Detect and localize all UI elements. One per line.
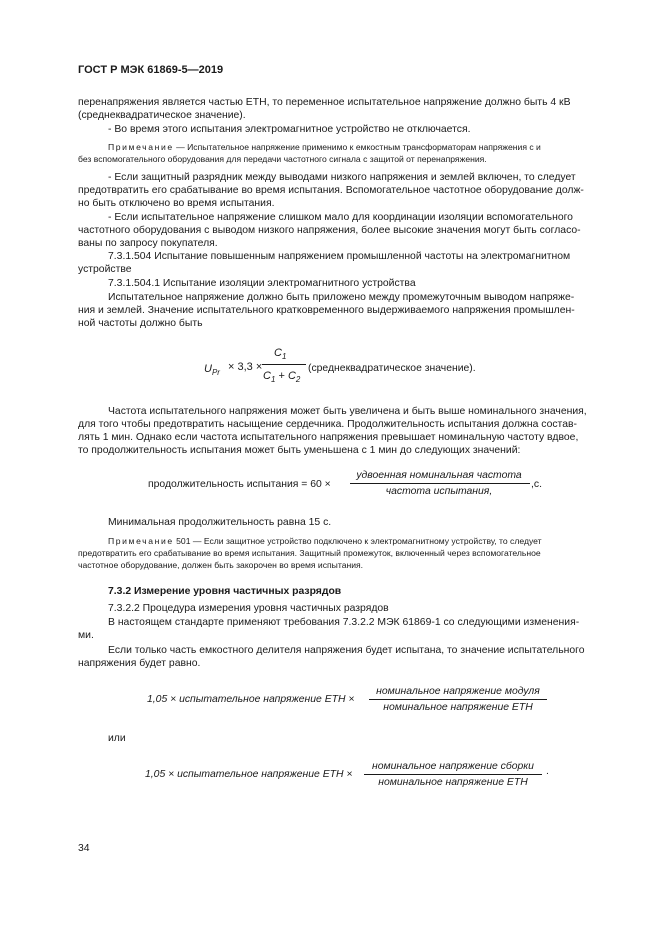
note-line: предотвратить его срабатывание во время испытания. Защитный промежуток, включенный через вспомогательное xyxy=(78,548,541,558)
paragraph-line: (среднеквадратическое значение). xyxy=(78,110,246,121)
clause-heading: устройстве xyxy=(78,264,132,275)
formula-lhs: 1,05 × испытательное напряжение ЕТН × xyxy=(145,769,353,780)
formula-denominator: частота испытания, xyxy=(385,486,493,497)
section-heading: 7.3.2 Измерение уровня частичных разрядов xyxy=(108,586,342,597)
paragraph-line: Если только часть емкостного делителя напряжения будет испытана, то значение испытательного xyxy=(108,645,585,656)
clause-heading: 7.3.1.504 Испытание повышенным напряжением промышленной частоты на электромагнитном xyxy=(108,251,571,262)
bullet-item: - Если испытательное напряжение слишком мало для координации изоляции вспомогательного xyxy=(108,212,573,223)
formula-lhs: $U_{Pr}$ xyxy=(204,363,220,378)
paragraph-line: перенапряжения является частью ЕТН, то переменное испытательное напряжение должно быть 4 кВ xyxy=(78,97,571,108)
note-line xyxy=(108,142,541,153)
formula-denominator: $C_1 + C_2$ xyxy=(263,370,301,385)
formula-numerator: удвоенная номинальная частота xyxy=(356,470,522,481)
paragraph-line: частотного оборудования с выводом низкого напряжения, более высокие значения могут быть согласо- xyxy=(78,225,581,236)
paragraph-line: ния и землей. Значение испытательного кратковременного выдерживаемого напряжения промышлен- xyxy=(78,305,575,316)
clause-heading: 7.3.1.504.1 Испытание изоляции электромагнитного устройства xyxy=(108,278,416,289)
formula-denominator: номинальное напряжение ЕТН xyxy=(383,702,533,713)
formula-suffix: (среднеквадратическое значение). xyxy=(308,363,476,374)
fraction-bar xyxy=(262,364,306,365)
formula-lhs: продолжительность испытания = 60 × xyxy=(148,479,331,490)
fraction-bar xyxy=(369,699,547,700)
bullet-item: - Во время этого испытания электромагнитное устройство не отключается. xyxy=(108,124,471,135)
paragraph-line: ваны по запросу покупателя. xyxy=(78,238,218,249)
note-text: 501 — Если защитное устройство подключено к электромагнитному устройству, то следует xyxy=(173,536,542,546)
paragraph-line: напряжения будет равно. xyxy=(78,658,201,669)
formula-suffix: ,с. xyxy=(531,479,542,490)
paragraph-line: для того чтобы предотвратить насыщение сердечника. Продолжительность испытания должна состав- xyxy=(78,419,577,430)
paragraph-line: лять 1 мин. Однако если частота испытательного напряжения превышает номинальную частоту вдвое, xyxy=(78,432,579,443)
paragraph-line: ми. xyxy=(78,630,94,641)
formula-multiplier: × 3,3 × xyxy=(228,361,263,373)
fraction-bar xyxy=(350,483,530,484)
formula-numerator: номинальное напряжение сборки xyxy=(372,761,534,772)
paragraph-line: ной частоты должно быть xyxy=(78,318,203,329)
page-number: 34 xyxy=(78,843,90,854)
page-header-title: ГОСТ Р МЭК 61869-5—2019 xyxy=(78,64,224,76)
note-text: — Испытательное напряжение применимо к емкостным трансформаторам напряжения с и xyxy=(173,142,541,152)
paragraph-line: Испытательное напряжение должно быть приложено между промежуточным выводом напряже- xyxy=(108,292,575,303)
formula-suffix: . xyxy=(546,766,549,777)
clause-heading: 7.3.2.2 Процедура измерения уровня частичных разрядов xyxy=(108,603,389,614)
paragraph-line: Частота испытательного напряжения может быть увеличена и быть выше номинального значения, xyxy=(108,406,587,417)
paragraph-line: то продолжительность испытания может быть уменьшена с 1 мин до следующих значений: xyxy=(78,445,521,456)
or-word: или xyxy=(108,733,126,744)
formula-numerator: номинальное напряжение модуля xyxy=(376,686,540,697)
note-label: Примечание xyxy=(108,142,174,152)
note-line: частотное оборудование, должен быть закорочен во время испытания. xyxy=(78,560,364,570)
note-line: без вспомогательного оборудования для передачи частотного сигнала с защитой от перенапряжения. xyxy=(78,154,487,164)
paragraph-line: предотвратить его срабатывание во время испытания. Вспомогательное частотное оборудование долж- xyxy=(78,185,584,196)
formula-numerator: $C_1$ xyxy=(274,347,287,362)
paragraph-line: В настоящем стандарте применяют требования 7.3.2.2 МЭК 61869-1 со следующими изменения- xyxy=(108,617,580,628)
formula-lhs: 1,05 × испытательное напряжение ЕТН × xyxy=(147,694,355,705)
bullet-item: - Если защитный разрядник между выводами низкого напряжения и землей включен, то следует xyxy=(108,172,576,183)
paragraph-line: но быть отключено во время испытания. xyxy=(78,198,275,209)
note-line xyxy=(108,536,542,547)
note-label: Примечание xyxy=(108,536,174,546)
formula-denominator: номинальное напряжение ЕТН xyxy=(378,777,528,788)
fraction-bar xyxy=(364,774,542,775)
paragraph-line: Минимальная продолжительность равна 15 с. xyxy=(108,517,332,528)
